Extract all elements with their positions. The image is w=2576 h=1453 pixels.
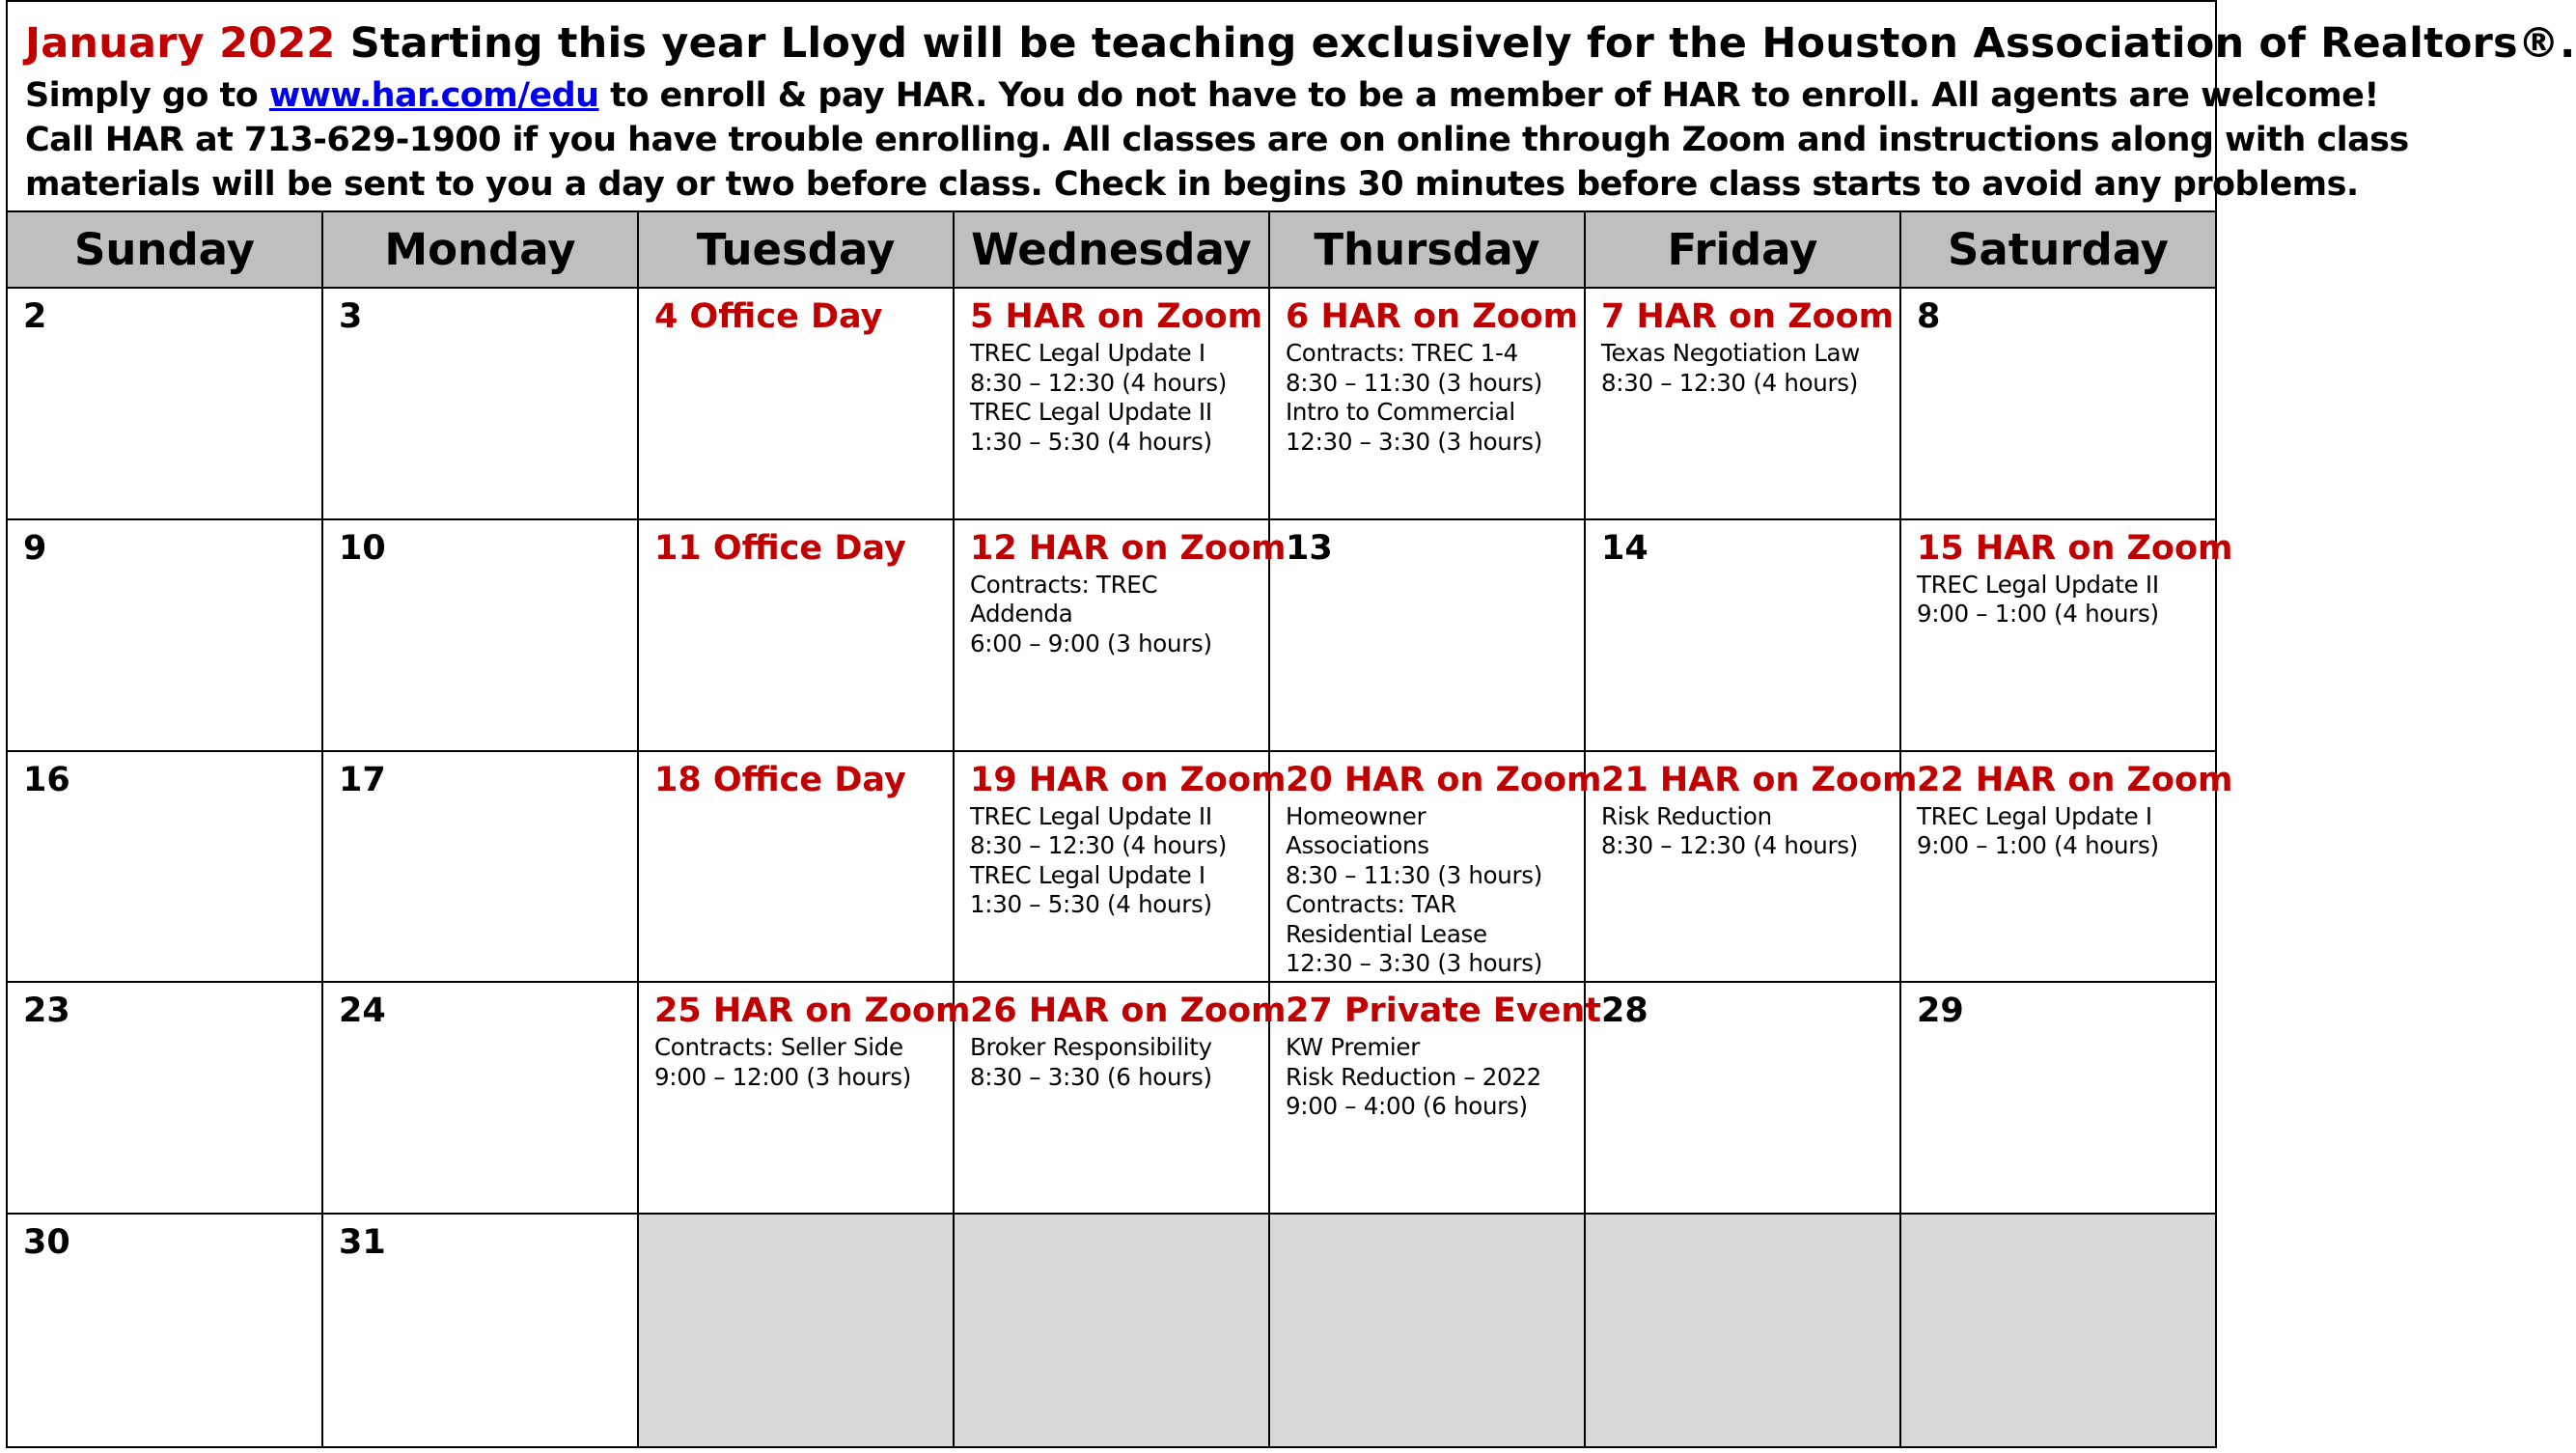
event-title: 20 HAR on Zoom [1286,760,1602,799]
week-row [7,519,2216,751]
event-detail: 9:00 – 1:00 (4 hours) [1917,600,2159,629]
day-cell [954,751,1287,983]
day-cell [1900,751,2233,983]
weekday-header-row [7,211,2216,288]
enroll-line [25,73,2379,118]
event-title: 19 HAR on Zoom [970,760,1287,799]
event-detail: Homeowner [1286,801,1426,830]
event-title: 12 HAR on Zoom [970,528,1287,568]
event-detail: 1:30 – 5:30 (4 hours) [970,890,1212,919]
event-detail: KW Premier [1286,1033,1420,1062]
event-detail: 8:30 – 11:30 (3 hours) [1286,860,1543,889]
event-detail: 8:30 – 11:30 (3 hours) [1286,368,1543,397]
day-cell [1269,519,1585,751]
event-title: 5 HAR on Zoom [970,297,1263,336]
day-cell [638,751,954,983]
day-number: 24 [339,992,386,1031]
day-cell [322,1214,638,1447]
day-number: 30 [23,1223,70,1263]
day-cell [954,288,1269,519]
day-cell [1269,751,1602,983]
event-detail: Intro to Commercial [1286,398,1515,426]
day-cell [1585,519,1900,751]
day-cell [954,519,1287,751]
week-row [7,982,2216,1214]
day-number: 23 [23,992,70,1031]
day-cell [7,1214,322,1447]
event-detail: TREC Legal Update II [970,801,1212,830]
day-number: 31 [339,1223,386,1263]
calendar-grid [6,210,2233,1448]
event-title: 26 HAR on Zoom [970,992,1287,1031]
event-detail: 8:30 – 12:30 (4 hours) [1601,368,1859,397]
event-detail: 8:30 – 12:30 (4 hours) [1601,831,1859,860]
event-title: 15 HAR on Zoom [1917,528,2233,568]
event-detail: Broker Responsibility [970,1033,1212,1062]
event-title: 6 HAR on Zoom [1286,297,1579,336]
day-cell [1269,288,1585,519]
event-detail: Contracts: TAR [1286,890,1456,919]
day-number: 13 [1286,528,1333,568]
day-number: 8 [1917,297,1941,336]
empty-day-cell [954,1214,1269,1447]
day-cell [7,982,322,1214]
announcement-header [6,0,2576,210]
day-cell [638,982,971,1214]
day-number: 14 [1601,528,1648,568]
headline [25,14,2576,73]
event-title: 21 HAR on Zoom [1601,760,1918,799]
day-cell [7,751,322,983]
event-detail: 6:00 – 9:00 (3 hours) [970,629,1212,657]
event-detail: Contracts: TREC 1-4 [1286,339,1518,367]
event-detail: 12:30 – 3:30 (3 hours) [1286,949,1543,978]
event-title: 25 HAR on Zoom [654,992,971,1031]
event-detail: 8:30 – 12:30 (4 hours) [970,831,1228,860]
day-cell [7,519,322,751]
event-title: 7 HAR on Zoom [1601,297,1895,336]
weekday-sunday: Sunday [7,211,322,288]
event-title: 11 Office Day [654,528,906,568]
event-title: 18 Office Day [654,760,906,799]
event-detail: TREC Legal Update I [970,339,1205,367]
day-cell [1585,982,1900,1214]
day-cell [1585,288,1900,519]
month-title: January 2022 [25,19,336,68]
event-detail: TREC Legal Update I [1917,801,2152,830]
empty-day-cell [1585,1214,1900,1447]
day-number: 2 [23,297,47,336]
event-detail: Residential Lease [1286,919,1487,948]
event-detail: Risk Reduction – 2022 [1286,1062,1541,1091]
enroll-text-pre: Simply go to [25,76,269,115]
event-title: 27 Private Event [1286,992,1601,1031]
event-detail: Risk Reduction [1601,801,1772,830]
weekday-saturday: Saturday [1900,211,2216,288]
event-detail: TREC Legal Update II [1917,570,2159,599]
day-cell [7,288,322,519]
event-detail: Addenda [970,600,1073,629]
materials-line: materials will be sent to you a day or two before class. Check in begins 30 minutes before class starts to avoid any problems. [25,165,2359,204]
week-row [7,288,2216,519]
day-cell [322,288,638,519]
event-detail: 1:30 – 5:30 (4 hours) [970,427,1212,456]
day-cell [638,519,954,751]
empty-day-cell [1900,1214,2216,1447]
day-cell [638,288,954,519]
har-edu-link[interactable]: www.har.com/edu [268,76,599,115]
weekday-thursday: Thursday [1269,211,1585,288]
day-cell [1585,751,1918,983]
event-detail: Contracts: TREC [970,570,1158,599]
day-cell [322,751,638,983]
weekday-monday: Monday [322,211,638,288]
event-detail: 8:30 – 3:30 (6 hours) [970,1062,1212,1091]
event-detail: Associations [1286,831,1429,860]
event-detail: 12:30 – 3:30 (3 hours) [1286,427,1543,456]
empty-day-cell [1269,1214,1585,1447]
event-detail: TREC Legal Update II [970,398,1212,426]
weekday-wednesday: Wednesday [954,211,1269,288]
event-detail: 9:00 – 4:00 (6 hours) [1286,1092,1528,1121]
day-number: 10 [339,528,386,568]
headline-text: Starting this year Lloyd will be teaching exclusively for the Houston Association of Realtors®. [335,19,2576,68]
event-detail: TREC Legal Update I [970,860,1205,889]
day-cell [954,982,1287,1214]
day-cell [1900,982,2216,1214]
day-cell [322,519,638,751]
event-detail: 9:00 – 12:00 (3 hours) [654,1062,912,1091]
enroll-text-post: to enroll & pay HAR. You do not have to be a member of HAR to enroll. All agents are welcome! [598,76,2379,115]
weekday-tuesday: Tuesday [638,211,954,288]
day-cell [1900,519,2233,751]
event-detail: 9:00 – 1:00 (4 hours) [1917,831,2159,860]
week-row [7,1214,2216,1447]
day-number: 16 [23,760,70,799]
day-number: 29 [1917,992,1964,1031]
day-number: 3 [339,297,363,336]
event-detail: Contracts: Seller Side [654,1033,903,1062]
day-number: 9 [23,528,47,568]
event-detail: 8:30 – 12:30 (4 hours) [970,368,1228,397]
day-cell [322,982,638,1214]
event-detail: Texas Negotiation Law [1601,339,1860,367]
event-title: 22 HAR on Zoom [1917,760,2233,799]
day-number: 28 [1601,992,1648,1031]
empty-day-cell [638,1214,954,1447]
phone-line: Call HAR at 713-629-1900 if you have trouble enrolling. All classes are on online through Zoom and instructions along with class [25,121,2409,159]
week-row [7,751,2216,983]
day-number: 17 [339,760,386,799]
day-cell [1900,288,2216,519]
weekday-friday: Friday [1585,211,1900,288]
event-title: 4 Office Day [654,297,883,336]
day-cell [1269,982,1601,1214]
